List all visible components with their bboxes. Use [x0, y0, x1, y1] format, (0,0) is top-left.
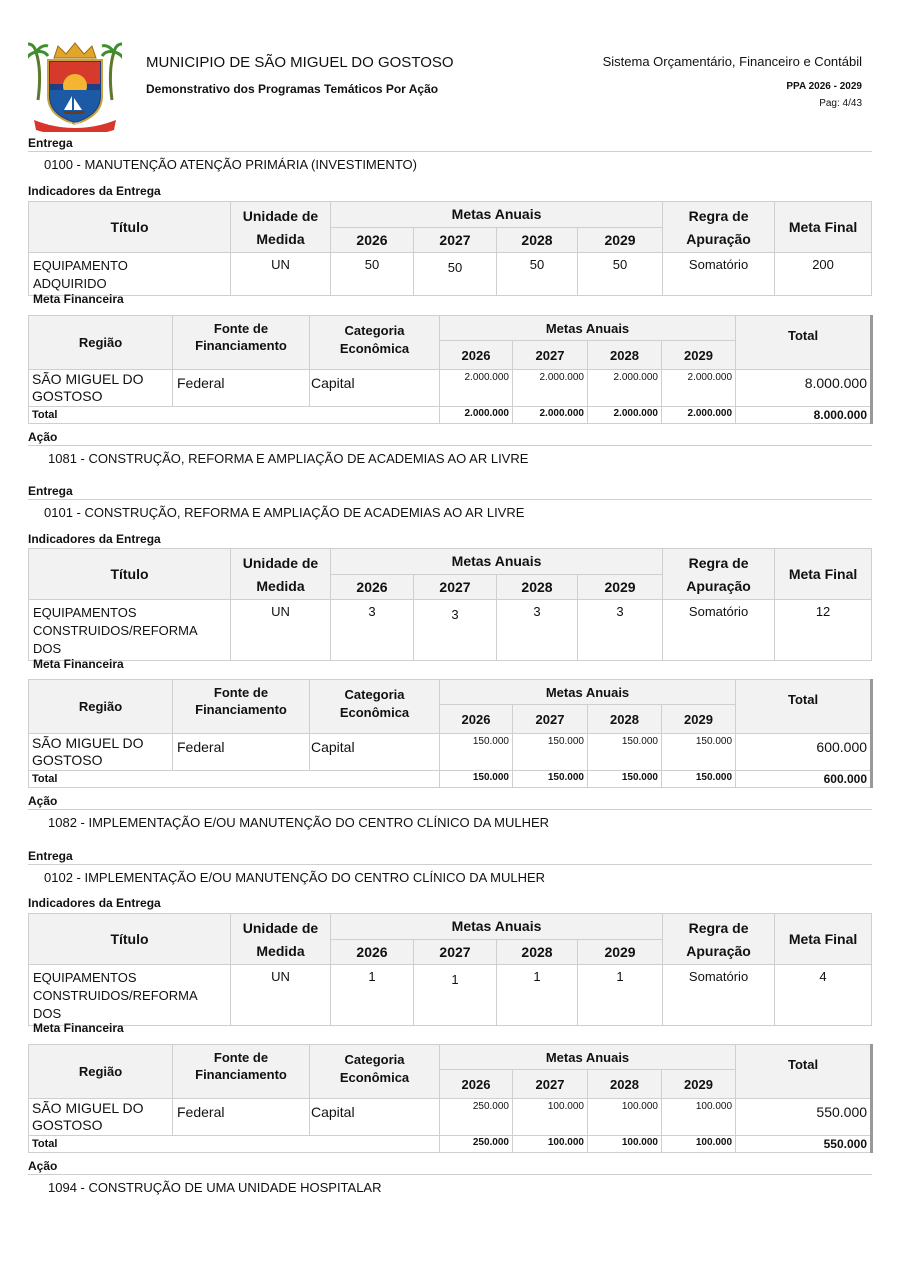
meta-financeira-table: [28, 315, 873, 424]
indicador-meta-final: 4: [775, 964, 872, 1025]
col-header-2027: 2027: [414, 227, 497, 252]
indicador-2027: 50: [414, 252, 497, 295]
col-header-2027: 2027: [414, 939, 497, 964]
financeira-2029: 2.000.000: [662, 370, 736, 407]
col-header-regra-1: Regra de: [663, 914, 775, 940]
col-header-regra-2: Apuração: [663, 574, 775, 599]
col-header-2028: 2028: [588, 341, 662, 370]
municipal-coat-of-arms-logo: [28, 40, 122, 132]
financeira-total: 600.000: [736, 734, 872, 771]
indicador-2027: 1: [414, 964, 497, 1025]
total-2028: 2.000.000: [588, 407, 662, 424]
indicador-titulo: EQUIPAMENTOS CONSTRUIDOS/REFORMA DOS: [29, 964, 231, 1025]
col-header-2026: 2026: [331, 939, 414, 964]
entrega-section: [28, 484, 872, 520]
acao-description: 1082 - IMPLEMENTAÇÃO E/OU MANUTENÇÃO DO CENTRO CLÍNICO DA MULHER: [48, 815, 550, 830]
meta-financeira-heading: Meta Financeira: [33, 1021, 124, 1035]
financeira-total: 8.000.000: [736, 370, 872, 407]
col-header-2026: 2026: [440, 1070, 513, 1099]
entrega-description: 0100 - MANUTENÇÃO ATENÇÃO PRIMÁRIA (INVESTIMENTO): [44, 157, 417, 172]
entrega-section: [28, 136, 872, 172]
financeira-2026: 250.000: [440, 1099, 513, 1136]
col-header-categoria: Categoria Econômica: [310, 680, 440, 734]
total-value: 550.000: [736, 1136, 872, 1153]
acao-heading: Ação: [28, 430, 872, 446]
indicador-2029: 3: [578, 599, 663, 660]
indicador-unidade: UN: [231, 599, 331, 660]
indicador-meta-final: 12: [775, 599, 872, 660]
col-header-2028: 2028: [497, 939, 578, 964]
ppa-period: PPA 2026 - 2029: [786, 81, 862, 92]
col-header-meta-final: Meta Final: [775, 549, 872, 600]
col-header-metas-anuais: Metas Anuais: [440, 316, 736, 341]
financeira-2028: 100.000: [588, 1099, 662, 1136]
financeira-regiao: SÃO MIGUEL DO GOSTOSO: [29, 734, 173, 771]
indicador-regra: Somatório: [663, 252, 775, 295]
financeira-2029: 100.000: [662, 1099, 736, 1136]
total-2029: 2.000.000: [662, 407, 736, 424]
financeira-total: 550.000: [736, 1099, 872, 1136]
page-number: Pag: 4/43: [819, 98, 862, 109]
financeira-2028: 150.000: [588, 734, 662, 771]
financeira-fonte: Federal: [173, 734, 310, 771]
col-header-2027: 2027: [513, 1070, 588, 1099]
col-header-titulo: Título: [29, 914, 231, 965]
financeira-categoria: Capital: [310, 734, 440, 771]
indicadores-section: [28, 184, 872, 198]
indicador-meta-final: 200: [775, 252, 872, 295]
col-header-metas-anuais: Metas Anuais: [331, 549, 663, 575]
col-header-unidade-1: Unidade de: [231, 202, 331, 228]
col-header-regra-2: Apuração: [663, 939, 775, 964]
financeira-regiao: SÃO MIGUEL DO GOSTOSO: [29, 370, 173, 407]
entrega-description: 0102 - IMPLEMENTAÇÃO E/OU MANUTENÇÃO DO CENTRO CLÍNICO DA MULHER: [44, 870, 546, 885]
col-header-2028: 2028: [497, 574, 578, 599]
col-header-regra-1: Regra de: [663, 549, 775, 575]
indicador-unidade: UN: [231, 964, 331, 1025]
financeira-regiao: SÃO MIGUEL DO GOSTOSO: [29, 1099, 173, 1136]
entrega-description: 0101 - CONSTRUÇÃO, REFORMA E AMPLIAÇÃO DE ACADEMIAS AO AR LIVRE: [44, 505, 525, 520]
col-header-2026: 2026: [440, 705, 513, 734]
table-row: [29, 1099, 872, 1136]
col-header-metas-anuais: Metas Anuais: [440, 680, 736, 705]
indicador-2029: 1: [578, 964, 663, 1025]
indicadores-section: [28, 532, 872, 546]
total-2027: 150.000: [513, 771, 588, 788]
financeira-categoria: Capital: [310, 370, 440, 407]
indicador-2028: 50: [497, 252, 578, 295]
acao-heading: Ação: [28, 1159, 872, 1175]
col-header-2026: 2026: [331, 227, 414, 252]
col-header-regiao: Região: [29, 680, 173, 734]
col-header-total: Total: [736, 1045, 872, 1099]
acao-section: [28, 1159, 872, 1195]
table-row: [29, 252, 872, 295]
system-name: Sistema Orçamentário, Financeiro e Contábil: [602, 54, 862, 69]
financeira-2027: 150.000: [513, 734, 588, 771]
col-header-meta-final: Meta Final: [775, 914, 872, 965]
total-label: Total: [29, 407, 440, 424]
indicadores-heading: Indicadores da Entrega: [28, 896, 161, 910]
entrega-heading: Entrega: [28, 136, 872, 152]
meta-financeira-section: [33, 657, 877, 671]
meta-financeira-heading: Meta Financeira: [33, 292, 124, 306]
indicadores-heading: Indicadores da Entrega: [28, 532, 161, 546]
meta-financeira-heading: Meta Financeira: [33, 657, 124, 671]
col-header-2028: 2028: [588, 705, 662, 734]
acao-description: 1081 - CONSTRUÇÃO, REFORMA E AMPLIAÇÃO DE ACADEMIAS AO AR LIVRE: [48, 451, 529, 466]
indicador-2028: 3: [497, 599, 578, 660]
total-label: Total: [29, 1136, 440, 1153]
logo-ribbon-text: SÃO MIGUEL DO GOSTOSO: [48, 121, 102, 126]
col-header-2027: 2027: [513, 705, 588, 734]
col-header-titulo: Título: [29, 549, 231, 600]
col-header-total: Total: [736, 680, 872, 734]
col-header-2029: 2029: [662, 341, 736, 370]
total-row: [29, 1136, 872, 1153]
total-value: 8.000.000: [736, 407, 872, 424]
indicador-2026: 1: [331, 964, 414, 1025]
report-title: Demonstrativo dos Programas Temáticos Por Ação: [146, 82, 439, 96]
col-header-titulo: Título: [29, 202, 231, 253]
meta-financeira-section: [33, 292, 877, 306]
col-header-metas-anuais: Metas Anuais: [331, 202, 663, 228]
table-row: [29, 370, 872, 407]
table-row: [29, 599, 872, 660]
financeira-2027: 2.000.000: [513, 370, 588, 407]
acao-heading: Ação: [28, 794, 872, 810]
indicador-titulo: EQUIPAMENTOS CONSTRUIDOS/REFORMA DOS: [29, 599, 231, 660]
indicador-2026: 3: [331, 599, 414, 660]
financeira-2026: 150.000: [440, 734, 513, 771]
col-header-metas-anuais: Metas Anuais: [440, 1045, 736, 1070]
indicador-titulo: EQUIPAMENTO ADQUIRIDO: [29, 252, 231, 295]
financeira-2027: 100.000: [513, 1099, 588, 1136]
financeira-2028: 2.000.000: [588, 370, 662, 407]
col-header-fonte: Fonte de Financiamento: [173, 316, 310, 370]
financeira-2029: 150.000: [662, 734, 736, 771]
table-row: [29, 734, 872, 771]
col-header-categoria: Categoria Econômica: [310, 1045, 440, 1099]
col-header-2028: 2028: [588, 1070, 662, 1099]
col-header-unidade-1: Unidade de: [231, 914, 331, 940]
col-header-2029: 2029: [662, 1070, 736, 1099]
meta-financeira-table: [28, 1044, 873, 1153]
col-header-2029: 2029: [662, 705, 736, 734]
total-2028: 100.000: [588, 1136, 662, 1153]
col-header-2028: 2028: [497, 227, 578, 252]
total-2027: 2.000.000: [513, 407, 588, 424]
indicadores-table: [28, 913, 872, 1026]
col-header-2026: 2026: [440, 341, 513, 370]
financeira-fonte: Federal: [173, 1099, 310, 1136]
col-header-fonte: Fonte de Financiamento: [173, 680, 310, 734]
total-2029: 150.000: [662, 771, 736, 788]
col-header-unidade-2: Medida: [231, 227, 331, 252]
col-header-2029: 2029: [578, 227, 663, 252]
acao-section: [28, 794, 872, 830]
meta-financeira-table: [28, 679, 873, 788]
entrega-heading: Entrega: [28, 849, 872, 865]
total-label: Total: [29, 771, 440, 788]
col-header-categoria: Categoria Econômica: [310, 316, 440, 370]
financeira-categoria: Capital: [310, 1099, 440, 1136]
col-header-2029: 2029: [578, 574, 663, 599]
indicadores-table: [28, 548, 872, 661]
indicador-2028: 1: [497, 964, 578, 1025]
entrega-section: [28, 849, 872, 885]
col-header-2026: 2026: [331, 574, 414, 599]
col-header-unidade-2: Medida: [231, 939, 331, 964]
indicador-2029: 50: [578, 252, 663, 295]
total-row: [29, 407, 872, 424]
total-value: 600.000: [736, 771, 872, 788]
table-row: [29, 964, 872, 1025]
indicadores-heading: Indicadores da Entrega: [28, 184, 161, 198]
col-header-regra-1: Regra de: [663, 202, 775, 228]
indicador-2027: 3: [414, 599, 497, 660]
indicador-regra: Somatório: [663, 599, 775, 660]
total-2027: 100.000: [513, 1136, 588, 1153]
col-header-unidade-1: Unidade de: [231, 549, 331, 575]
acao-section: [28, 430, 872, 466]
municipality-name: MUNICIPIO DE SÃO MIGUEL DO GOSTOSO: [146, 54, 454, 71]
total-2026: 250.000: [440, 1136, 513, 1153]
financeira-2026: 2.000.000: [440, 370, 513, 407]
total-row: [29, 771, 872, 788]
acao-description: 1094 - CONSTRUÇÃO DE UMA UNIDADE HOSPITALAR: [48, 1180, 382, 1195]
col-header-2027: 2027: [513, 341, 588, 370]
total-2026: 150.000: [440, 771, 513, 788]
indicador-unidade: UN: [231, 252, 331, 295]
financeira-fonte: Federal: [173, 370, 310, 407]
entrega-heading: Entrega: [28, 484, 872, 500]
total-2028: 150.000: [588, 771, 662, 788]
col-header-2029: 2029: [578, 939, 663, 964]
col-header-meta-final: Meta Final: [775, 202, 872, 253]
col-header-fonte: Fonte de Financiamento: [173, 1045, 310, 1099]
col-header-regra-2: Apuração: [663, 227, 775, 252]
col-header-unidade-2: Medida: [231, 574, 331, 599]
col-header-2027: 2027: [414, 574, 497, 599]
total-2026: 2.000.000: [440, 407, 513, 424]
col-header-total: Total: [736, 316, 872, 370]
meta-financeira-section: [33, 1021, 877, 1035]
col-header-regiao: Região: [29, 316, 173, 370]
total-2029: 100.000: [662, 1136, 736, 1153]
indicador-2026: 50: [331, 252, 414, 295]
col-header-metas-anuais: Metas Anuais: [331, 914, 663, 940]
indicador-regra: Somatório: [663, 964, 775, 1025]
indicadores-table: [28, 201, 872, 296]
col-header-regiao: Região: [29, 1045, 173, 1099]
indicadores-section: [28, 896, 872, 910]
